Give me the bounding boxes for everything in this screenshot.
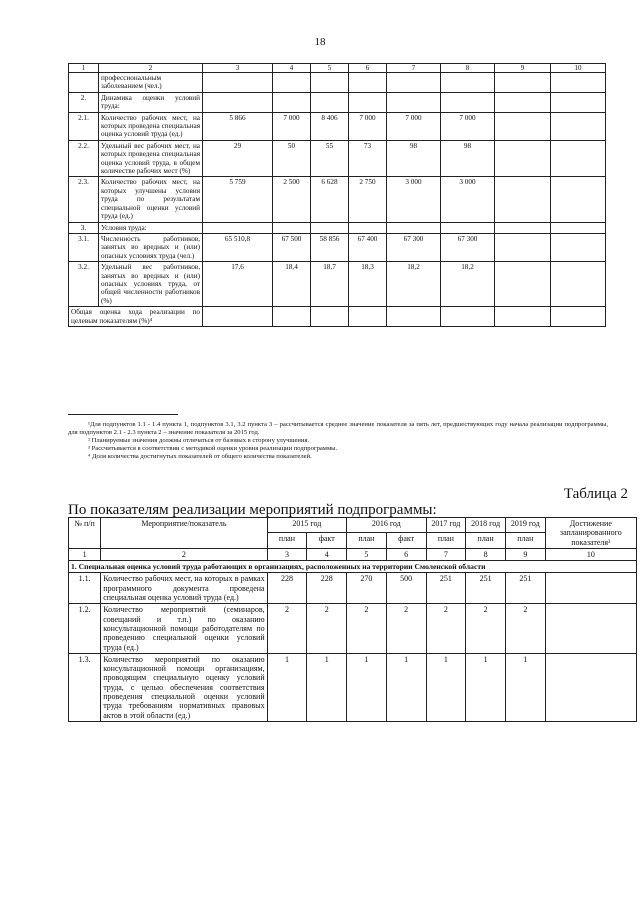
value-cell: 3 000 <box>387 177 441 222</box>
value-cell <box>349 222 387 233</box>
value-cell: 18,2 <box>441 262 495 307</box>
col-num-header: № п/п <box>69 518 101 549</box>
empty-cell <box>495 222 551 233</box>
value-cell <box>273 73 311 93</box>
value-cell: 18,3 <box>349 262 387 307</box>
value-cell <box>203 73 273 93</box>
value-cell: 18,2 <box>387 262 441 307</box>
table-row <box>69 222 606 233</box>
empty-cell <box>441 307 495 327</box>
value-cell <box>203 222 273 233</box>
column-number: 9 <box>505 548 545 560</box>
value-cell <box>273 92 311 112</box>
row-name: Количество мероприятий (семинаров, совещаний и т.п.) по оказанию консультационной помощи работодателям по проведению специальной оценки условий труда (ед.) <box>101 604 267 653</box>
header-cell: 10 <box>551 64 606 73</box>
column-number: 5 <box>347 548 387 560</box>
empty-cell <box>495 92 551 112</box>
value-cell: 2 <box>307 604 347 653</box>
value-cell: 29 <box>203 140 273 177</box>
value-cell: 2 500 <box>273 177 311 222</box>
column-number: 2 <box>101 548 267 560</box>
table-2-heading: По показателям реализации мероприятий подпрограммы: <box>68 502 437 518</box>
footnote-4: ⁴ Доля количества достигнутых показателей от общего количества показателей. <box>88 453 312 461</box>
value-cell: 18,4 <box>273 262 311 307</box>
table-row <box>69 112 606 140</box>
empty-cell <box>273 307 311 327</box>
row-name: Количество рабочих мест, на которых улучшены условия труда по результатам специальной оценки условий труда (ед.) <box>99 177 203 222</box>
empty-cell <box>495 140 551 177</box>
value-cell <box>441 73 495 93</box>
value-cell: 251 <box>466 573 506 604</box>
value-cell: 65 510,8 <box>203 233 273 261</box>
table-row <box>69 92 606 112</box>
empty-cell <box>551 92 606 112</box>
footnotes <box>68 414 608 461</box>
value-cell: 1 <box>386 653 426 721</box>
value-cell: 7 000 <box>441 112 495 140</box>
value-cell: 5 759 <box>203 177 273 222</box>
column-number: 4 <box>307 548 347 560</box>
plan-label: план <box>267 533 307 548</box>
row-name: Количество рабочих мест, на которых проведена специальная оценка условий труда (ед.) <box>99 112 203 140</box>
row-name: Количество мероприятий по оказанию консультационной помощи организациям, проводящим специальную оценку условий труда, с целью обеспечения соответствия проведения специальной оценки условий труда требованиям нормативных правовых актов в этой области (ед.) <box>101 653 267 721</box>
value-cell: 17,6 <box>203 262 273 307</box>
value-cell <box>311 73 349 93</box>
row-name: Удельный вес рабочих мест, на которых проведена специальная оценка условий труда, в общем количестве рабочих мест (%) <box>99 140 203 177</box>
plan-label: план <box>505 533 545 548</box>
value-cell <box>349 73 387 93</box>
empty-cell <box>495 233 551 261</box>
measures-table <box>68 517 637 722</box>
row-number <box>69 73 99 93</box>
value-cell: 50 <box>273 140 311 177</box>
empty-cell <box>551 262 606 307</box>
achievement-cell <box>545 653 636 721</box>
empty-cell <box>551 140 606 177</box>
empty-cell <box>495 307 551 327</box>
value-cell: 18,7 <box>311 262 349 307</box>
value-cell: 55 <box>311 140 349 177</box>
row-number: 1.2. <box>69 604 101 653</box>
value-cell <box>387 222 441 233</box>
col-2019-header: 2019 год <box>505 518 545 533</box>
empty-cell <box>203 307 273 327</box>
header-cell: 7 <box>387 64 441 73</box>
table-row <box>69 177 606 222</box>
value-cell: 2 <box>426 604 466 653</box>
header-cell: 4 <box>273 64 311 73</box>
empty-cell <box>495 112 551 140</box>
header-cell: 3 <box>203 64 273 73</box>
table-row <box>69 73 606 93</box>
row-number: 2.2. <box>69 140 99 177</box>
footnote-1: ¹Для подпунктов 1.1 - 1.4 пункта 1, подпунктов 3.1, 3.2 пункта 3 – рассчитывается среднее значение показателя за пять лет, предшествующих году начала реализации подпрограммы, для подпунктов 2.1 - 2.3 пункта 2 – значение показателя за 2015 год. <box>68 421 608 437</box>
row-name: Динамика оценки условий труда: <box>99 92 203 112</box>
header-cell: 9 <box>495 64 551 73</box>
row-name: Численность работников, занятых во вредных и (или) опасных условиях труда (чел.) <box>99 233 203 261</box>
column-number: 10 <box>545 548 636 560</box>
row-name: профессиональным заболеванием (чел.) <box>99 73 203 93</box>
value-cell: 1 <box>347 653 387 721</box>
col-2016-header: 2016 год <box>347 518 426 533</box>
table-row <box>69 262 606 307</box>
header-cell: 6 <box>349 64 387 73</box>
value-cell: 67 400 <box>349 233 387 261</box>
empty-cell <box>551 112 606 140</box>
column-number: 8 <box>466 548 506 560</box>
value-cell: 2 <box>386 604 426 653</box>
table-2-label: Таблица 2 <box>563 486 628 502</box>
value-cell: 6 628 <box>311 177 349 222</box>
footnote-3: ³ Рассчитывается в соответствии с методикой оценки уровня реализации подпрограммы. <box>88 445 338 453</box>
header-cell: 1 <box>69 64 99 73</box>
table-row <box>69 604 637 653</box>
empty-cell <box>551 73 606 93</box>
empty-cell <box>551 233 606 261</box>
value-cell <box>273 222 311 233</box>
column-number: 1 <box>69 548 101 560</box>
value-cell: 7 000 <box>387 112 441 140</box>
fact-label: факт <box>386 533 426 548</box>
value-cell: 98 <box>441 140 495 177</box>
value-cell: 67 500 <box>273 233 311 261</box>
row-number: 2.1. <box>69 112 99 140</box>
row-name: Количество рабочих мест, на которых в рамках программного документа проведена специальная оценка условий труда (ед.) <box>101 573 267 604</box>
value-cell: 1 <box>426 653 466 721</box>
value-cell: 7 000 <box>349 112 387 140</box>
row-number: 3.1. <box>69 233 99 261</box>
row-number: 3.2. <box>69 262 99 307</box>
value-cell: 8 406 <box>311 112 349 140</box>
col-achieve-header: Достижение запланированного показателя³ <box>545 518 636 549</box>
empty-cell <box>551 177 606 222</box>
value-cell: 228 <box>307 573 347 604</box>
table-row <box>69 573 637 604</box>
empty-cell <box>495 177 551 222</box>
column-number: 7 <box>426 548 466 560</box>
value-cell: 500 <box>386 573 426 604</box>
value-cell: 2 <box>466 604 506 653</box>
value-cell: 3 000 <box>441 177 495 222</box>
value-cell: 1 <box>307 653 347 721</box>
table-row <box>69 140 606 177</box>
value-cell: 228 <box>267 573 307 604</box>
value-cell: 251 <box>505 573 545 604</box>
col-name-header: Мероприятие/показатель <box>101 518 267 549</box>
value-cell: 251 <box>426 573 466 604</box>
value-cell: 67 300 <box>441 233 495 261</box>
row-number: 1.1. <box>69 573 101 604</box>
footnote-2: ² Планируемые значения должны отличаться от базовых в сторону улучшения. <box>88 437 310 445</box>
value-cell: 98 <box>387 140 441 177</box>
empty-cell <box>551 222 606 233</box>
plan-label: план <box>466 533 506 548</box>
value-cell <box>387 73 441 93</box>
table-row <box>69 653 637 721</box>
row-number: 2.3. <box>69 177 99 222</box>
total-row-label: Общая оценка хода реализации по целевым показателям (%)⁴ <box>69 307 203 327</box>
row-number: 2. <box>69 92 99 112</box>
value-cell: 2 750 <box>349 177 387 222</box>
empty-cell <box>311 307 349 327</box>
empty-cell <box>495 73 551 93</box>
fact-label: факт <box>307 533 347 548</box>
row-number: 1.3. <box>69 653 101 721</box>
header-cell: 2 <box>99 64 203 73</box>
value-cell: 270 <box>347 573 387 604</box>
col-2015-header: 2015 год <box>267 518 346 533</box>
value-cell <box>203 92 273 112</box>
page-number: 18 <box>314 36 326 48</box>
row-name: Условия труда: <box>99 222 203 233</box>
achievement-cell <box>545 573 636 604</box>
col-2018-header: 2018 год <box>466 518 506 533</box>
indicator-table-continued <box>68 63 606 327</box>
empty-cell <box>495 262 551 307</box>
value-cell: 67 300 <box>387 233 441 261</box>
col-2017-header: 2017 год <box>426 518 466 533</box>
value-cell <box>311 92 349 112</box>
value-cell <box>349 92 387 112</box>
value-cell: 1 <box>466 653 506 721</box>
value-cell: 1 <box>505 653 545 721</box>
header-cell: 5 <box>311 64 349 73</box>
row-number: 3. <box>69 222 99 233</box>
empty-cell <box>387 307 441 327</box>
table-row <box>69 233 606 261</box>
column-number: 3 <box>267 548 307 560</box>
achievement-cell <box>545 604 636 653</box>
value-cell: 73 <box>349 140 387 177</box>
value-cell <box>311 222 349 233</box>
empty-cell <box>551 307 606 327</box>
plan-label: план <box>426 533 466 548</box>
value-cell: 2 <box>347 604 387 653</box>
value-cell <box>441 222 495 233</box>
value-cell: 1 <box>267 653 307 721</box>
value-cell <box>387 92 441 112</box>
value-cell: 58 856 <box>311 233 349 261</box>
column-number: 6 <box>386 548 426 560</box>
value-cell: 5 866 <box>203 112 273 140</box>
header-cell: 8 <box>441 64 495 73</box>
row-name: Удельный вес работников, занятых во вредных и (или) опасных условиях труда, от общей численности работников (%) <box>99 262 203 307</box>
value-cell: 2 <box>505 604 545 653</box>
value-cell: 7 000 <box>273 112 311 140</box>
plan-label: план <box>347 533 387 548</box>
section-1-title: 1. Специальная оценка условий труда работающих в организациях, расположенных на территории Смоленской области <box>69 561 637 573</box>
value-cell: 2 <box>267 604 307 653</box>
value-cell <box>441 92 495 112</box>
empty-cell <box>349 307 387 327</box>
